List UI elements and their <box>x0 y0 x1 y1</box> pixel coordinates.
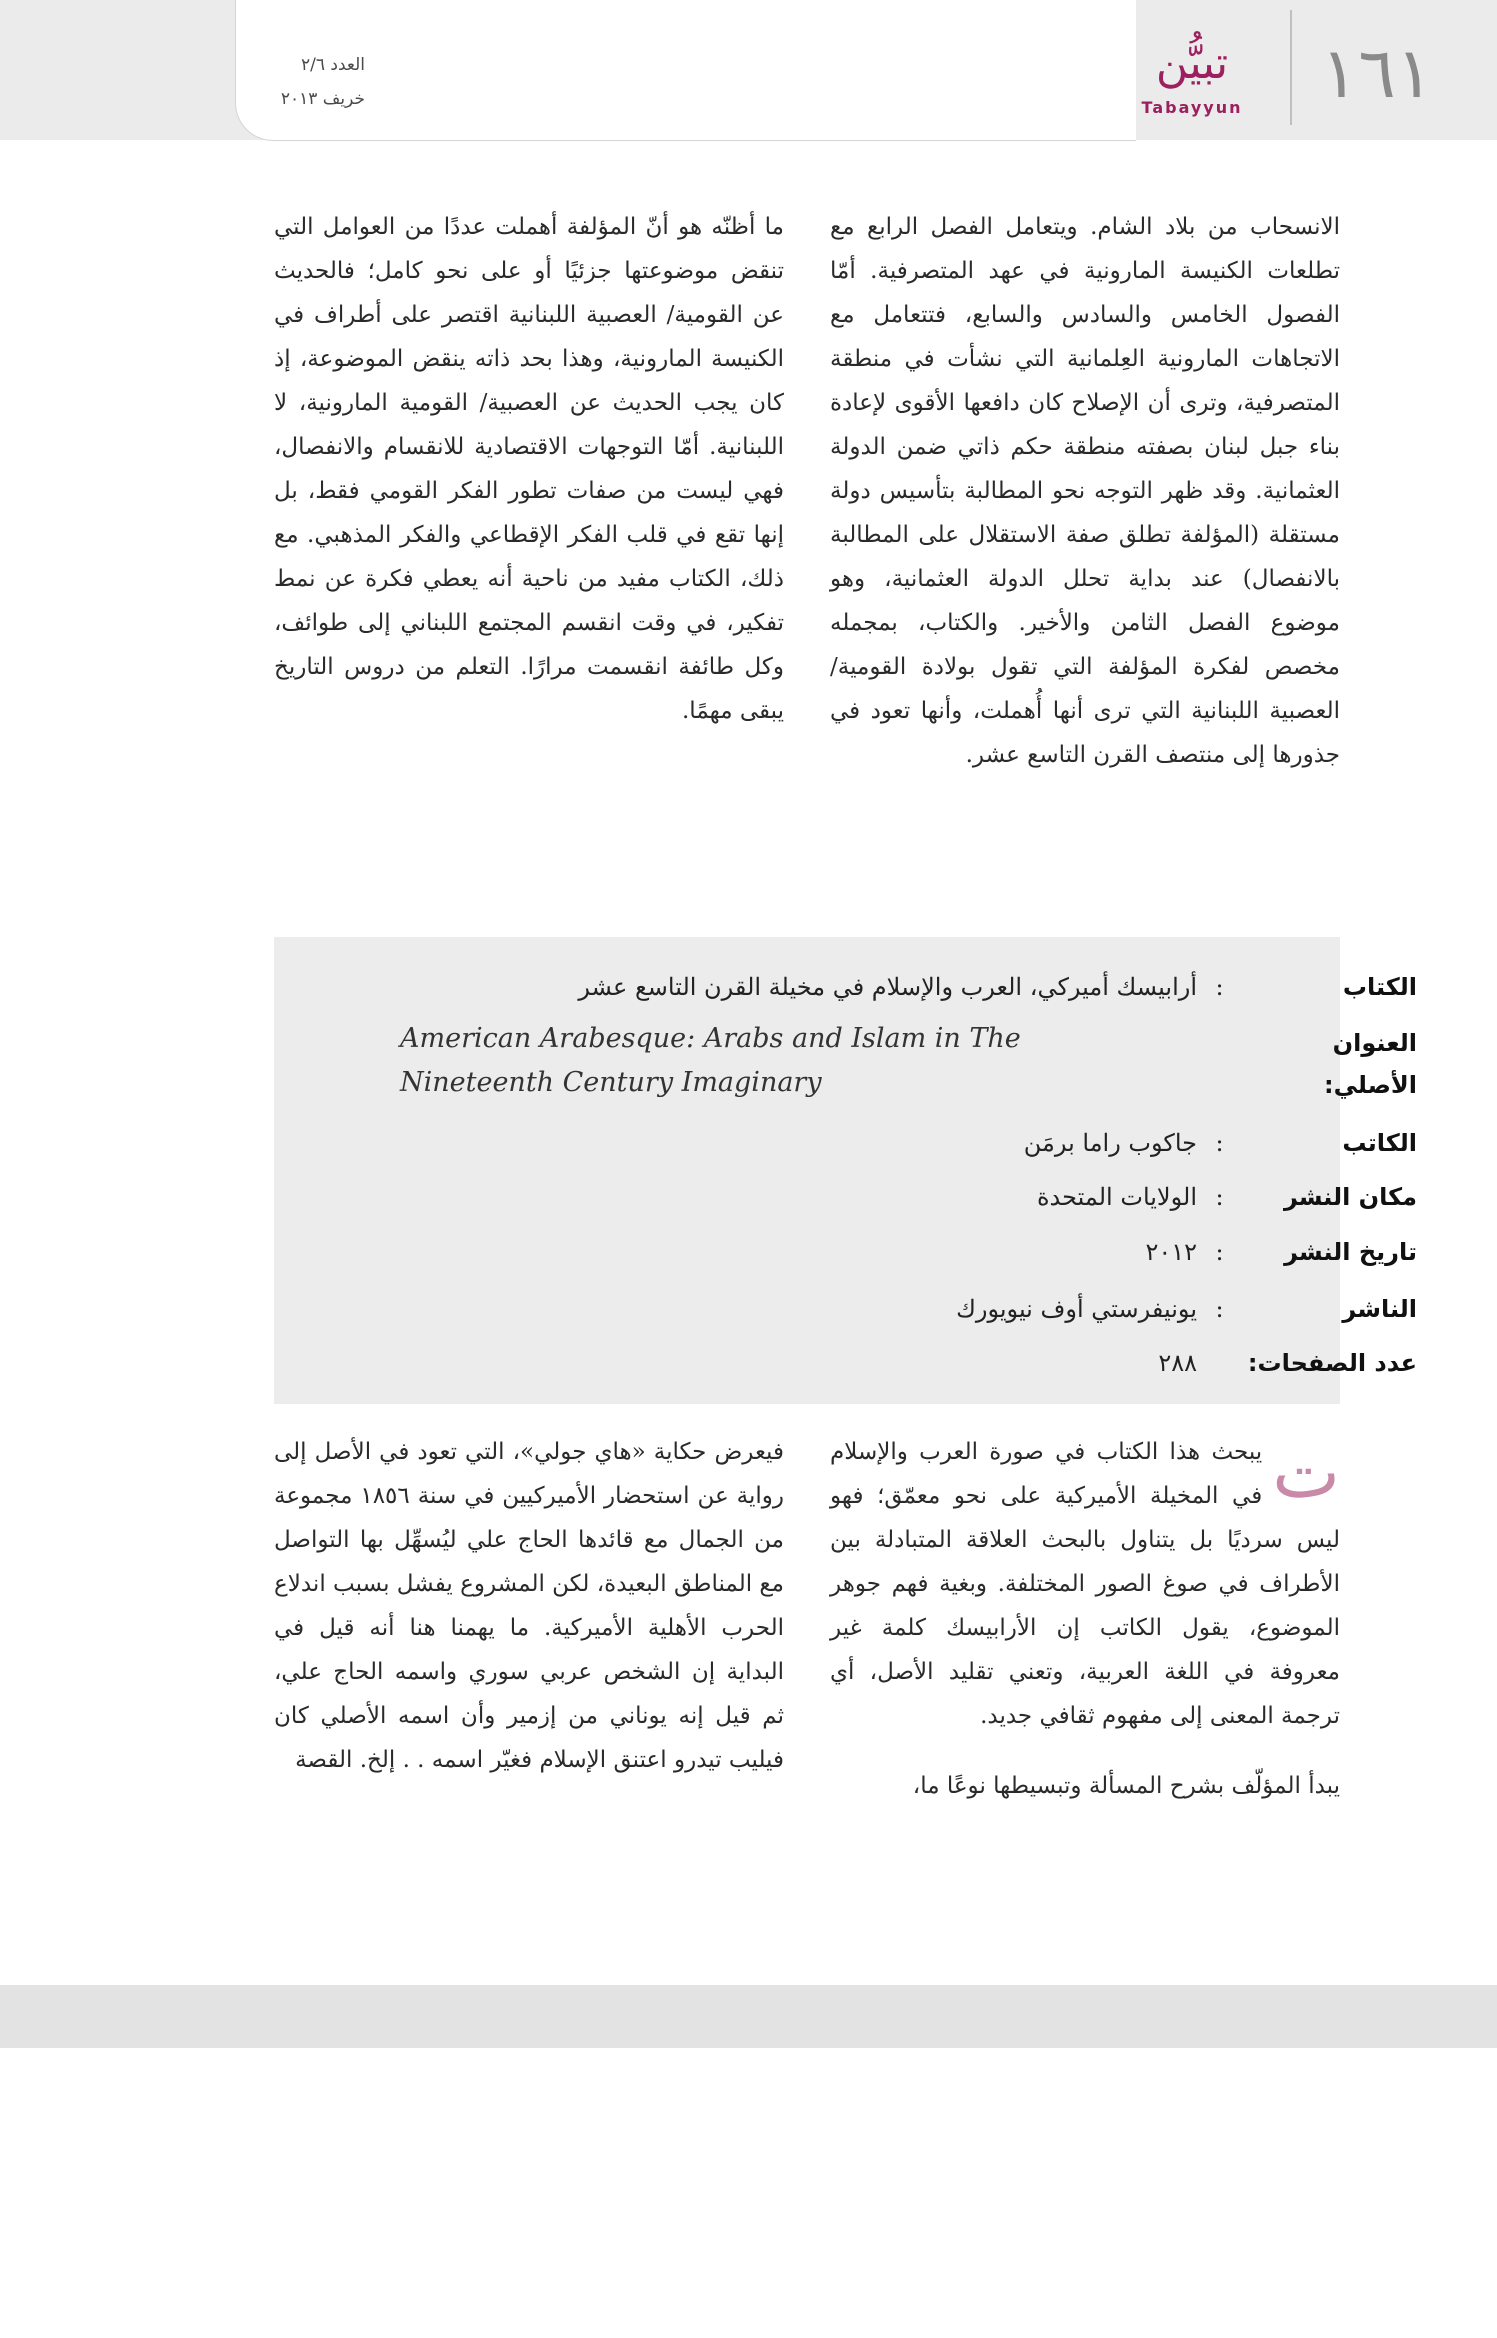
date-label: تاريخ النشر <box>1284 1238 1417 1266</box>
colon: : <box>1215 1295 1224 1323</box>
pages-label: عدد الصفحات: <box>1247 1349 1417 1377</box>
season-label: خريف ٢٠١٣ <box>280 89 365 109</box>
colon: : <box>1215 1183 1224 1211</box>
paragraph: فيعرض حكاية «هاي جولي»، التي تعود في الأصل إلى رواية عن استحضار الأميركيين في سنة ١٨٥٦ مجموعة من الجمال مع قائدها الحاج علي ليُسهِّل بها التواصل مع المناطق البعيدة، لكن المشروع يفشل بسبب اندلاع الحرب الأهلية الأميركية. ما يهمنا هنا أنه قيل في البداية إن الشخص عربي سوري واسمه الحاج علي، ثم قيل إنه يوناني من إزمير وأن اسمه الأصلي كان فيليب تيدرو اعتنق الإسلام فغيّر اسمه . . إلخ. القصة <box>274 1439 784 1773</box>
info-row-place <box>1037 1176 1417 1218</box>
drop-mark-icon: ت <box>1272 1430 1340 1514</box>
book-label: الكتاب <box>1342 973 1417 1001</box>
issue-info <box>275 48 365 116</box>
paragraph-gap <box>830 1738 1340 1764</box>
info-row-publisher <box>956 1288 1417 1330</box>
info-row-pages <box>1158 1342 1417 1384</box>
paragraph: يبحث هذا الكتاب في صورة العرب والإسلام في المخيلة الأميركية على نحو معمّق؛ فهو ليس سرديًا بل يتناول بالبحث العلاقة المتبادلة بين الأطراف في صوغ الصور المختلفة. وبغية فهم جوهر الموضوع، يقول الكاتب إن الأرابيسك كلمة غير معروفة في اللغة العربية، وتعني تقليد الأصل، أي ترجمة المعنى إلى مفهوم ثقافي جديد. <box>830 1439 1341 1729</box>
header-card <box>235 0 1136 141</box>
book-value: أرابيسك أميركي، العرب والإسلام في مخيلة القرن التاسع عشر <box>578 973 1197 1001</box>
journal-logo <box>1128 38 1256 128</box>
paragraph: يبدأ المؤلّف بشرح المسألة وتبسيطها نوعًا ما، <box>912 1773 1340 1799</box>
paragraph: الانسحاب من بلاد الشام. ويتعامل الفصل الرابع مع تطلعات الكنيسة المارونية في عهد المتصرفية. أمّا الفصول الخامس والسادس والسابع، فتتعامل مع الاتجاهات المارونية العِلمانية التي نشأت في منطقة المتصرفية، وترى أن الإصلاح كان دافعها الأقوى لإعادة بناء جبل لبنان بصفته منطقة حكم ذاتي ضمن الدولة العثمانية. وقد ظهر التوجه نحو المطالبة بتأسيس دولة مستقلة (المؤلفة تطلق صفة الاستقلال على المطالبة بالانفصال) عند بداية تحلل الدولة العثمانية، وهو موضوع الفصل الثامن والأخير. والكتاب، بمجمله مخصص لفكرة المؤلفة التي تقول بولادة القومية/ العصبية اللبنانية التي ترى أنها أُهملت، وأنها تعود في جذورها إلى منتصف القرن التاسع عشر. <box>830 214 1340 768</box>
footer-bar <box>0 1985 1497 2048</box>
original-title <box>400 1017 1100 1105</box>
place-value: الولايات المتحدة <box>1036 1183 1197 1211</box>
page-number: ١٦١ <box>1320 32 1434 114</box>
watermark-logo: ت <box>557 2256 623 2338</box>
issue-label: العدد ٢/٦ <box>300 55 365 75</box>
logo-latin: Tabayyun <box>1141 98 1243 117</box>
author-label: الكاتب <box>1342 1129 1417 1157</box>
colon: : <box>1215 1238 1224 1266</box>
date-value: ٢٠١٢ <box>1145 1238 1197 1266</box>
text-column-bottom-right <box>830 1430 1340 1808</box>
info-row-author <box>1024 1122 1417 1164</box>
info-row-original-title <box>1242 1022 1417 1106</box>
author-value: جاكوب راما برمَن <box>1023 1129 1197 1157</box>
place-label: مكان النشر <box>1283 1183 1417 1211</box>
info-row-book <box>578 966 1417 1008</box>
text-column-top-left <box>274 205 784 733</box>
paragraph: ما أظنّه هو أنّ المؤلفة أهملت عددًا من العوامل التي تنقض موضوعتها جزئيًا أو على نحو كامل؛ فالحديث عن القومية/ العصبية اللبنانية اقتصر على أطراف في الكنيسة المارونية، وهذا بحد ذاته ينقض الموضوعة، إذ كان يجب الحديث عن العصبية/ القومية المارونية، لا اللبنانية. أمّا التوجهات الاقتصادية للانقسام والانفصال، فهي ليست من صفات تطور الفكر القومي فقط، بل إنها تقع في قلب الفكر الإقطاعي والفكر المذهبي. مع ذلك، الكتاب مفيد من ناحية أنه يعطي فكرة عن نمط تفكير، في وقت انقسم المجتمع اللبناني إلى طوائف، وكل طائفة انقسمت مرارًا. التعلم من دروس التاريخ يبقى مهمًا. <box>274 214 784 724</box>
original-title-line2: Nineteenth Century Imaginary <box>400 1067 822 1098</box>
publisher-value: يونيفرستي أوف نيويورك <box>956 1295 1197 1323</box>
publisher-label: الناشر <box>1342 1295 1417 1323</box>
info-row-date <box>1145 1231 1417 1273</box>
text-column-top-right <box>830 205 1340 777</box>
text-column-bottom-left <box>274 1430 784 1782</box>
colon: : <box>1215 973 1224 1001</box>
original-title-line1: American Arabesque: Arabs and Islam in The <box>400 1023 1021 1054</box>
original-title-label: العنوان الأصلي: <box>1324 1029 1417 1099</box>
logo-arabic: تبيُّن <box>1155 38 1229 89</box>
colon: : <box>1215 1129 1224 1157</box>
header-divider <box>1290 10 1292 125</box>
pages-value: ٢٨٨ <box>1158 1349 1197 1377</box>
